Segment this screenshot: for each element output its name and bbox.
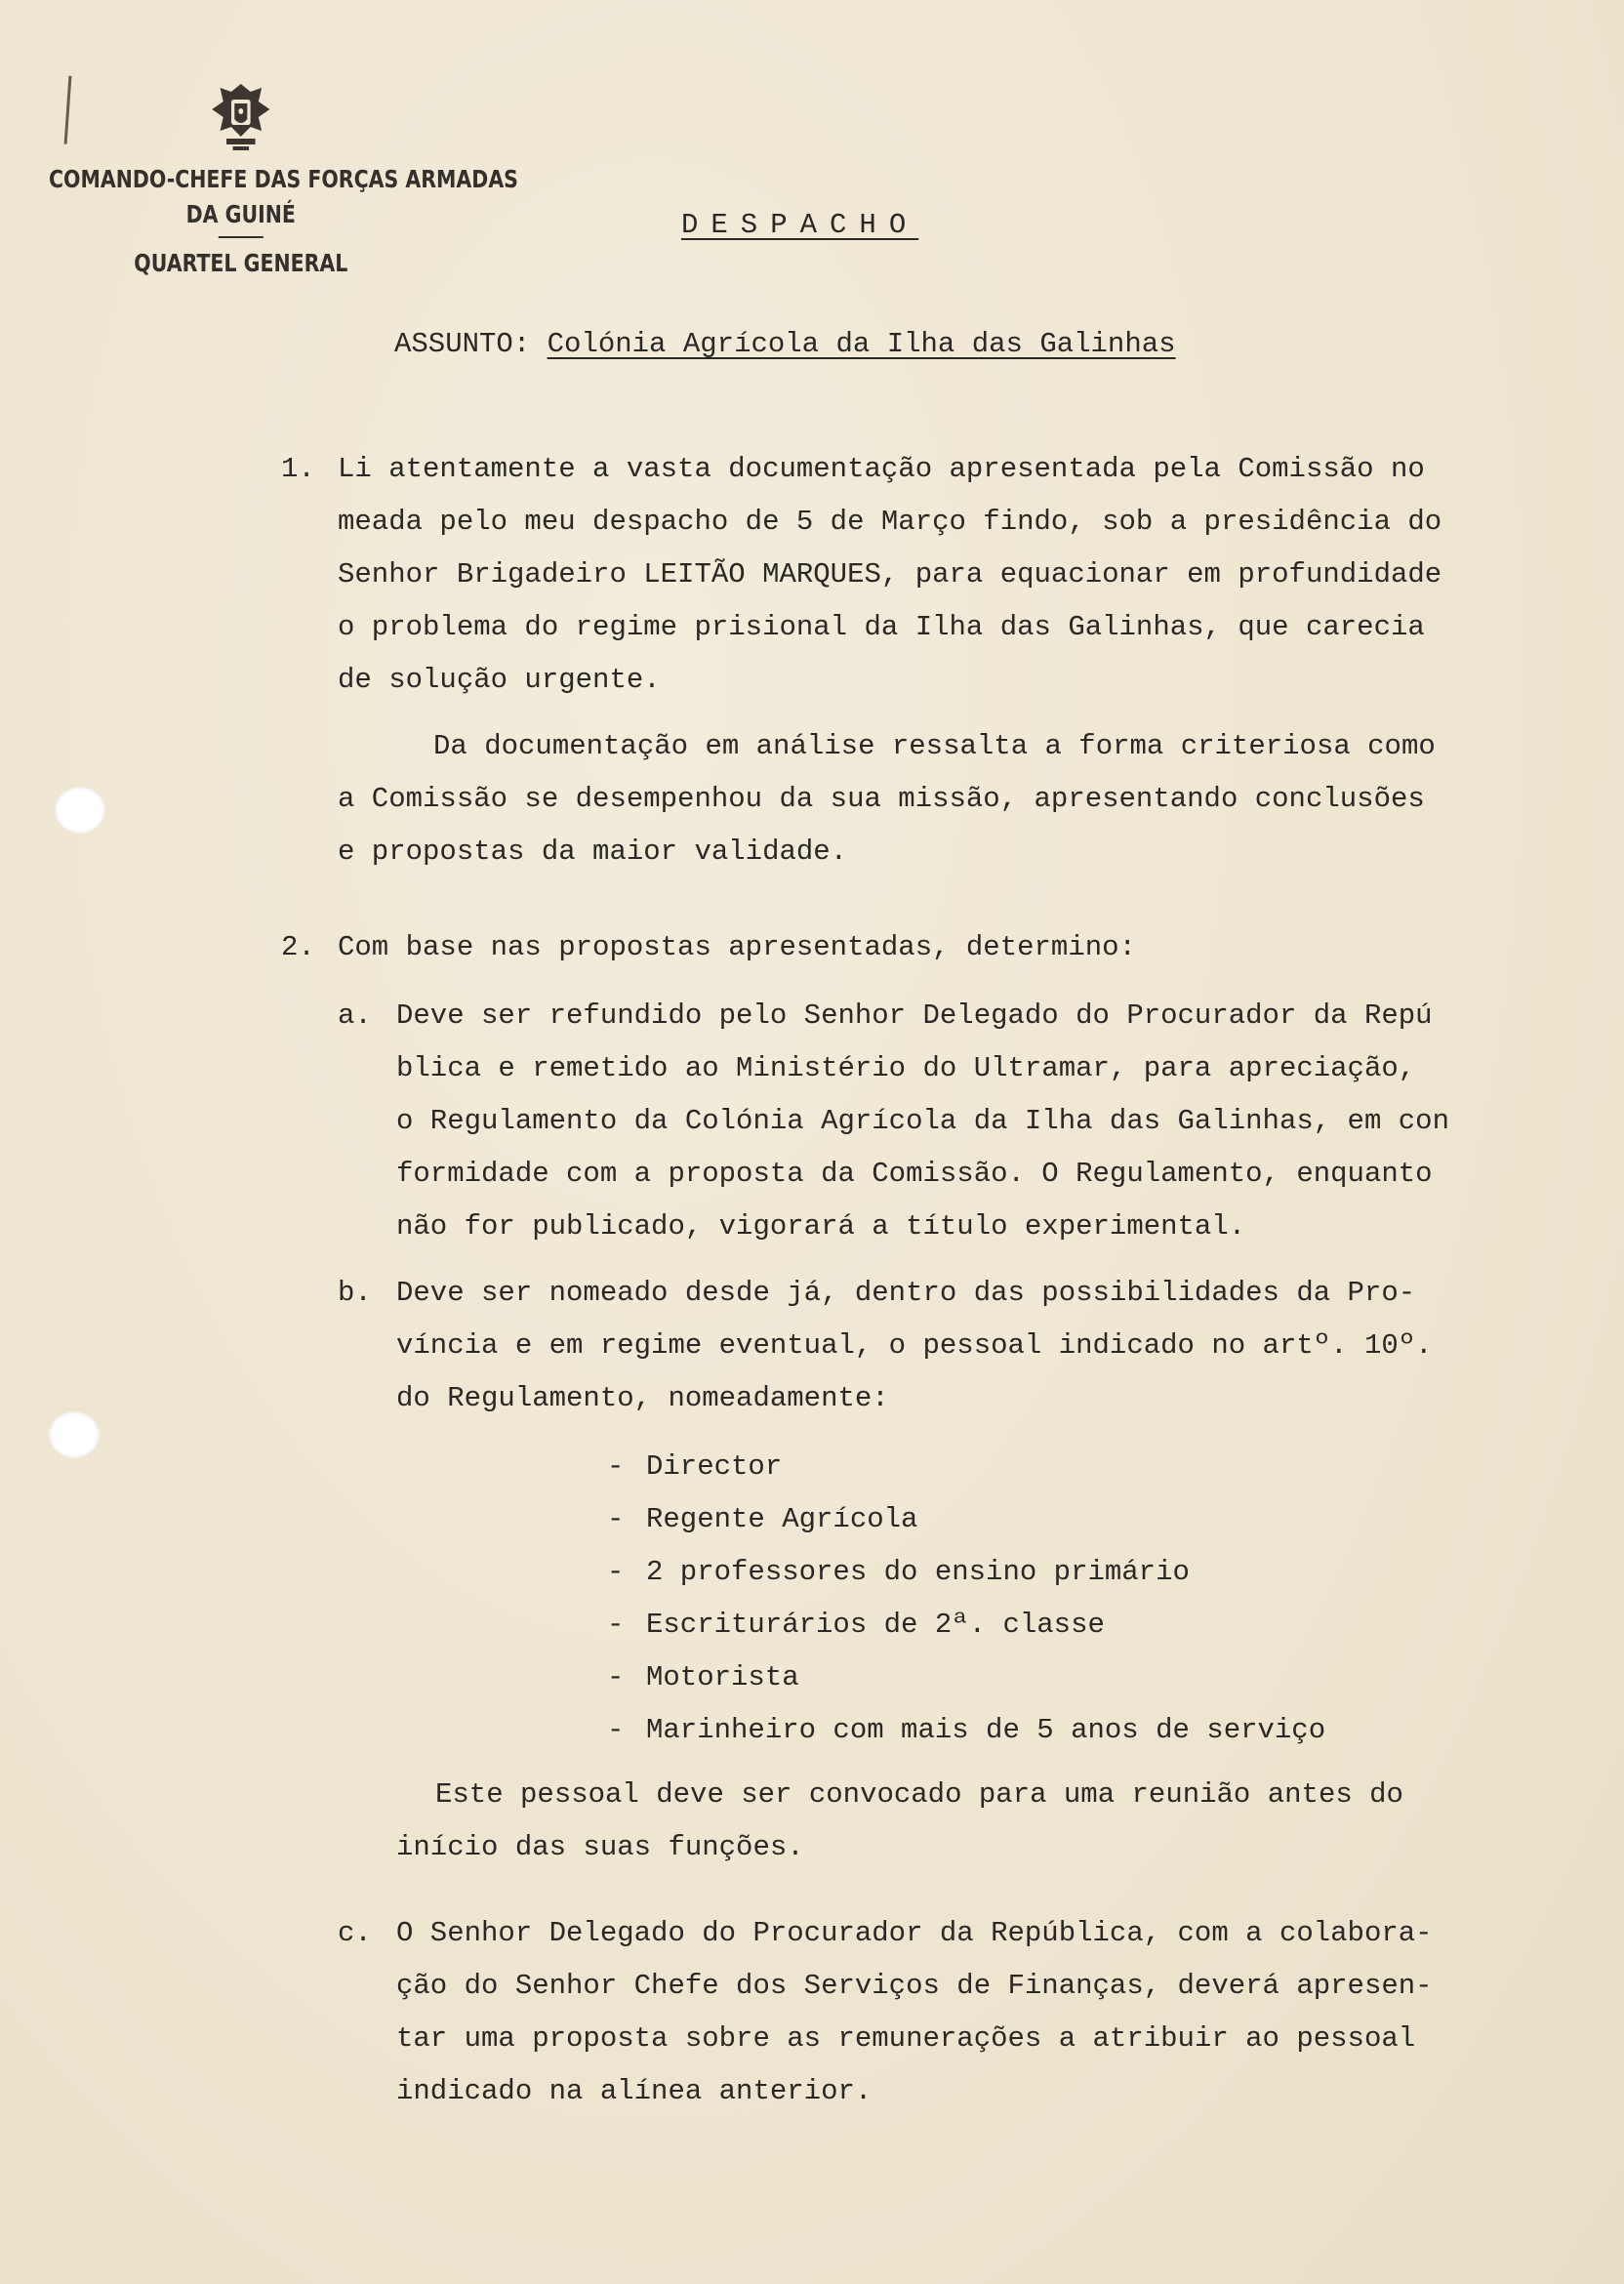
letterhead-divider: [219, 236, 264, 238]
paragraph-line: a Comissão se desempenhou da sua missão, apresentando conclusões: [338, 783, 1425, 815]
item-b-text: [396, 1267, 1433, 1425]
item-a-letter: a.: [338, 999, 372, 1032]
paragraph-line: indicado na alínea anterior.: [396, 2075, 873, 2107]
paragraph-line: Deve ser nomeado desde já, dentro das possibilidades da Pro-: [396, 1277, 1416, 1309]
paragraph-line: de solução urgente.: [338, 664, 661, 696]
paragraph-line: Este pessoal deve ser convocado para uma reunião antes do: [435, 1778, 1403, 1811]
list-item: - 2 professores do ensino primário: [607, 1556, 1190, 1588]
item-b-letter: b.: [338, 1277, 372, 1309]
section-1-paragraph-2: [338, 720, 1436, 878]
punch-hole-top: [55, 787, 105, 834]
item-a-text: [396, 990, 1449, 1253]
paragraph-line: Li atentamente a vasta documentação apresentada pela Comissão no: [338, 453, 1425, 485]
letterhead-line3: QUARTEL GENERAL: [134, 249, 348, 277]
item-c-letter: c.: [338, 1917, 372, 1949]
paragraph-line: Deve ser refundido pelo Senhor Delegado do Procurador da Repú: [396, 999, 1433, 1032]
paragraph-line: formidade com a proposta da Comissão. O Regulamento, enquanto: [396, 1158, 1433, 1190]
paragraph-line: Da documentação em análise ressalta a forma criteriosa como: [433, 730, 1436, 762]
section-2-number: 2.: [281, 931, 315, 963]
coat-of-arms-icon: [202, 78, 279, 156]
paragraph-line: blica e remetido ao Ministério do Ultramar, para apreciação,: [396, 1052, 1416, 1084]
section-2-intro: Com base nas propostas apresentadas, determino:: [338, 931, 1136, 963]
paragraph-line: ção do Senhor Chefe dos Serviços de Finanças, deverá apresen-: [396, 1970, 1433, 2002]
paragraph-line: Senhor Brigadeiro LEITÃO MARQUES, para equacionar em profundidade: [338, 558, 1442, 591]
staff-list: [607, 1441, 1325, 1757]
letterhead-line2: DA GUINÉ: [185, 200, 296, 228]
section-1-paragraph-1: [338, 443, 1441, 707]
paragraph-line: o Regulamento da Colónia Agrícola da Ilha das Galinhas, em con: [396, 1105, 1449, 1137]
paragraph-line: do Regulamento, nomeadamente:: [396, 1382, 889, 1414]
letterhead: [49, 78, 518, 281]
paragraph-line: o problema do regime prisional da Ilha das Galinhas, que carecia: [338, 611, 1425, 643]
subject-label: ASSUNTO:: [394, 328, 531, 360]
paragraph-line: O Senhor Delegado do Procurador da República, com a colabora-: [396, 1917, 1433, 1949]
document-title: DESPACHO: [681, 209, 919, 241]
list-item: - Marinheiro com mais de 5 anos de serviço: [607, 1714, 1326, 1746]
paragraph-line: víncia e em regime eventual, o pessoal indicado no artº. 10º.: [396, 1329, 1433, 1362]
item-b-after: [396, 1769, 1403, 1874]
section-1-number: 1.: [281, 453, 315, 485]
letterhead-line1: COMANDO-CHEFE DAS FORÇAS ARMADAS: [49, 165, 518, 193]
list-item: - Regente Agrícola: [607, 1503, 918, 1535]
paragraph-line: início das suas funções.: [396, 1831, 804, 1863]
paragraph-line: meada pelo meu despacho de 5 de Março findo, sob a presidência do: [338, 506, 1442, 538]
list-item: - Director: [607, 1450, 783, 1483]
subject-text: Colónia Agrícola da Ilha das Galinhas: [547, 328, 1176, 360]
list-item: - Motorista: [607, 1661, 799, 1693]
subject-line: [394, 328, 1176, 360]
paragraph-line: não for publicado, vigorará a título experimental.: [396, 1210, 1246, 1243]
paragraph-line: e propostas da maior validade.: [338, 836, 848, 868]
item-c-text: [396, 1907, 1433, 2118]
punch-hole-bottom: [49, 1411, 100, 1458]
list-item: - Escriturários de 2ª. classe: [607, 1609, 1105, 1641]
paragraph-line: tar uma proposta sobre as remunerações a atribuir ao pessoal: [396, 2022, 1416, 2055]
